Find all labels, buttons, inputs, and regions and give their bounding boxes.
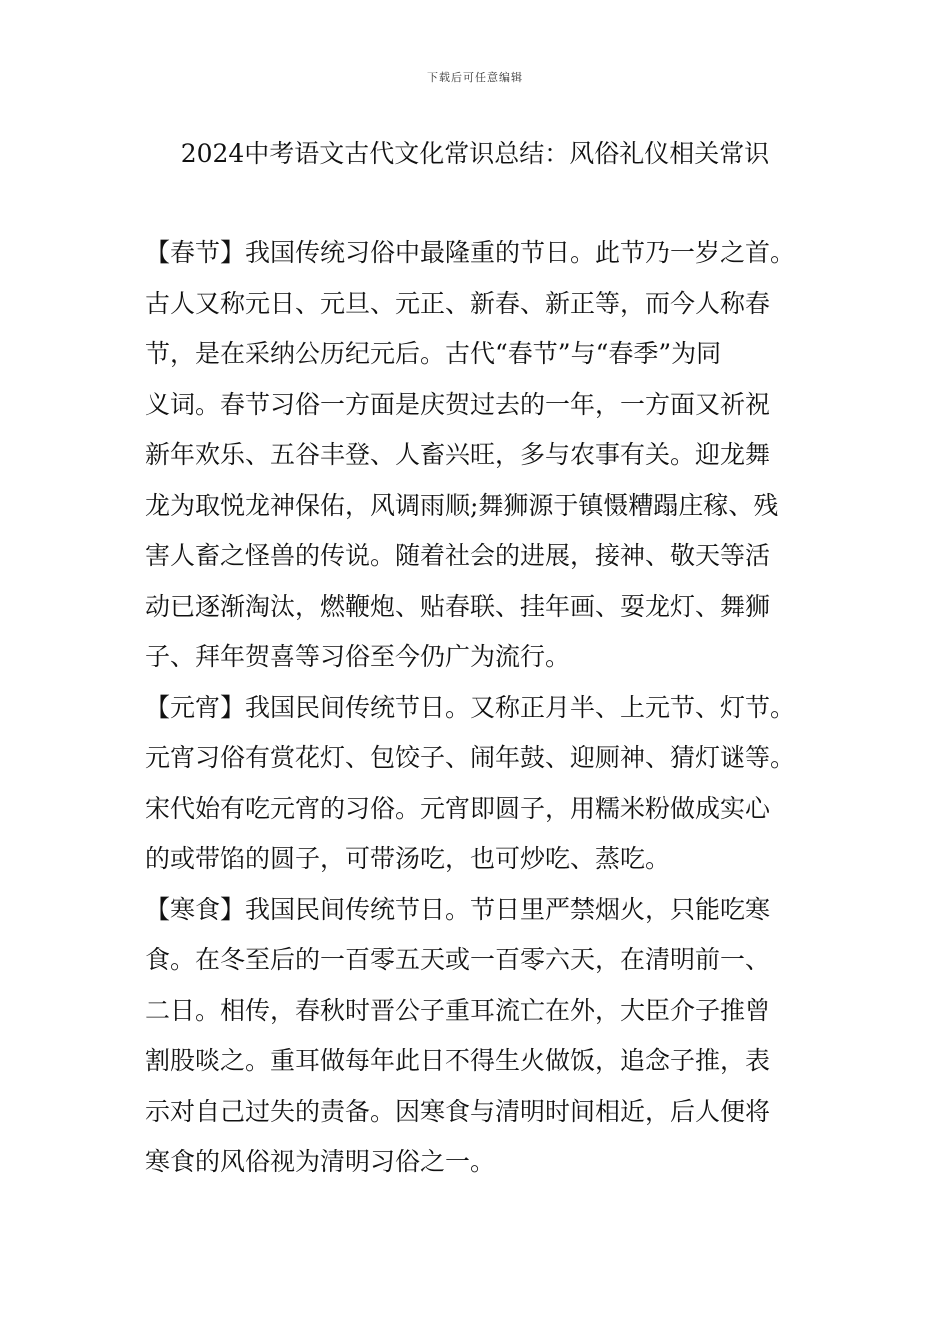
text-line: 义词。春节习俗一方面是庆贺过去的一年，一方面又祈祝: [145, 389, 771, 419]
text-line: 【寒食】我国民间传统节日。节日里严禁烟火，只能吃寒: [145, 894, 771, 924]
text-line: 【春节】我国传统习俗中最隆重的节日。此节乃一岁之首。: [145, 238, 796, 267]
text-line: 元宵习俗有赏花灯、包饺子、闹年鼓、迎厕神、猜灯谜等。: [145, 743, 796, 772]
text-line: 示对自己过失的责备。因寒食与清明时间相近，后人便将: [145, 1096, 771, 1126]
text-line: 宋代始有吃元宵的习俗。元宵即圆子，用糯米粉做成实心: [145, 793, 771, 823]
paragraph-spring-festival: [145, 228, 810, 683]
text-line: 古人又称元日、元旦、元正、新春、新正等，而今人称春: [145, 288, 771, 318]
text-line: 害人畜之怪兽的传说。随着社会的进展，接神、敬天等活: [145, 541, 771, 570]
header-note: 下载后可任意编辑: [427, 71, 523, 84]
text-line: 食。在冬至后的一百零五天或一百零六天，在清明前一、: [145, 945, 771, 974]
text-line: 的或带馅的圆子，可带汤吃，也可炒吃、蒸吃。: [145, 844, 671, 873]
paragraph-cold-food-festival: [145, 885, 810, 1188]
page-title: 2024中考语文古代文化常识总结：风俗礼仪相关常识: [180, 139, 770, 168]
text-line: 【元宵】我国民间传统节日。又称正月半、上元节、灯节。: [145, 692, 796, 722]
text-line: 二日。相传，春秋时晋公子重耳流亡在外，大臣介子推曾: [145, 995, 771, 1025]
text-line: 动已逐渐淘汰，燃鞭炮、贴春联、挂年画、耍龙灯、舞狮: [145, 591, 771, 621]
text-line: 子、拜年贺喜等习俗至今仍广为流行。: [145, 642, 571, 671]
text-line: 寒食的风俗视为清明习俗之一。: [145, 1147, 496, 1176]
text-line: 割股啖之。重耳做每年此日不得生火做饭，追念子推，表: [145, 1046, 771, 1075]
text-line: 龙为取悦龙神保佑，风调雨顺;舞狮源于镇慑糟蹋庄稼、残: [145, 490, 779, 520]
document-body: [145, 228, 810, 1188]
paragraph-lantern-festival: [145, 683, 810, 885]
text-line: 新年欢乐、五谷丰登、人畜兴旺，多与农事有关。迎龙舞: [145, 440, 771, 469]
text-line: 节，是在采纳公历纪元后。古代“春节”与“春季”为同: [145, 339, 722, 368]
